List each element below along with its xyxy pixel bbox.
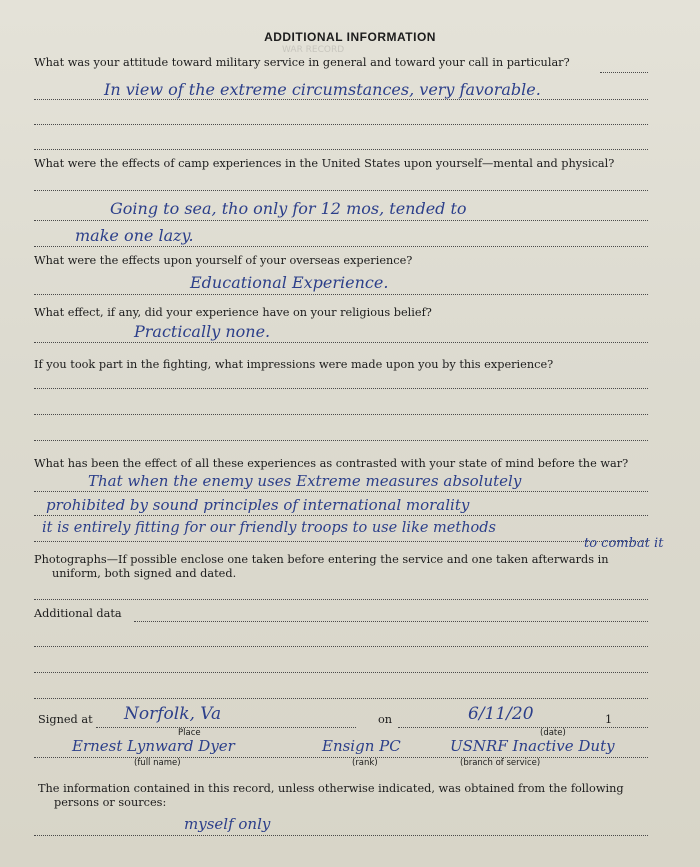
dotted-line: [34, 835, 648, 836]
dotted-line: [34, 757, 648, 758]
form-title: ADDITIONAL INFORMATION: [264, 30, 436, 44]
photographs-line2: uniform, both signed and dated.: [52, 567, 237, 580]
question-fighting: If you took part in the fighting, what impressions were made upon you by this experience?: [34, 358, 554, 371]
answer-contrast-line2: prohibited by sound principles of international morality: [46, 496, 470, 514]
rank-value: Ensign PC: [322, 737, 401, 755]
date-value: 6/11/20: [468, 704, 534, 724]
dotted-line: [34, 515, 648, 516]
branch-caption: (branch of service): [460, 758, 541, 768]
answer-contrast-line4: to combat it: [584, 536, 664, 551]
on-label: on: [378, 713, 393, 726]
place-value: Norfolk, Va: [124, 704, 222, 724]
dotted-line: [34, 440, 648, 441]
dotted-line: [34, 491, 648, 492]
answer-overseas: Educational Experience.: [190, 273, 389, 292]
answer-contrast-line3: it is entirely fitting for our friendly troops to use like methods: [42, 520, 496, 536]
question-camp-effects: What were the effects of camp experiences in the United States upon yourself—mental and physical?: [34, 157, 615, 170]
question-overseas: What were the effects upon yourself of your overseas experience?: [34, 254, 413, 267]
photographs-line1: Photographs—If possible enclose one taken before entering the service and one taken afterwards in: [34, 553, 609, 566]
dotted-line: [34, 599, 648, 600]
dotted-line: [34, 672, 648, 673]
year-suffix: 1: [605, 713, 613, 726]
answer-attitude: In view of the extreme circumstances, very favorable.: [104, 80, 541, 99]
dotted-line: [34, 342, 648, 343]
dotted-line: [34, 541, 648, 542]
branch-value: USNRF Inactive Duty: [450, 737, 615, 755]
rank-caption: (rank): [352, 758, 378, 768]
info-answer: myself only: [184, 815, 271, 833]
place-caption: Place: [178, 728, 201, 738]
dotted-line: [34, 414, 648, 415]
info-line1: The information contained in this record, unless otherwise indicated, was obtained from the following: [38, 782, 624, 795]
answer-religious: Practically none.: [134, 322, 271, 341]
dotted-line: [398, 727, 648, 728]
dotted-line: [34, 149, 648, 150]
question-contrast: What has been the effect of all these experiences as contrasted with your state of mind before the war?: [34, 457, 629, 470]
dotted-line: [34, 246, 648, 247]
answer-camp-line2: make one lazy.: [75, 226, 194, 245]
answer-contrast-line1: That when the enemy uses Extreme measures absolutely: [88, 472, 522, 490]
dotted-line: [34, 646, 648, 647]
dotted-line: [34, 220, 648, 221]
dotted-line: [134, 621, 648, 622]
dotted-line: [34, 124, 648, 125]
dotted-line: [600, 72, 648, 73]
ghost-header: WAR RECORD: [282, 45, 345, 55]
full-name-caption: (full name): [134, 758, 181, 768]
additional-data-label: Additional data: [34, 607, 122, 620]
full-name-value: Ernest Lynward Dyer: [72, 737, 235, 755]
dotted-line: [34, 698, 648, 699]
dotted-line: [34, 190, 648, 191]
question-attitude: What was your attitude toward military service in general and toward your call in particular?: [34, 56, 570, 69]
dotted-line: [96, 727, 356, 728]
question-religious: What effect, if any, did your experience have on your religious belief?: [34, 306, 432, 319]
dotted-line: [34, 99, 648, 100]
date-caption: (date): [540, 728, 566, 738]
answer-camp-line1: Going to sea, tho only for 12 mos, tended to: [110, 199, 467, 218]
info-line2: persons or sources:: [54, 796, 167, 809]
dotted-line: [34, 388, 648, 389]
signed-at-label: Signed at: [38, 713, 93, 726]
dotted-line: [34, 294, 648, 295]
